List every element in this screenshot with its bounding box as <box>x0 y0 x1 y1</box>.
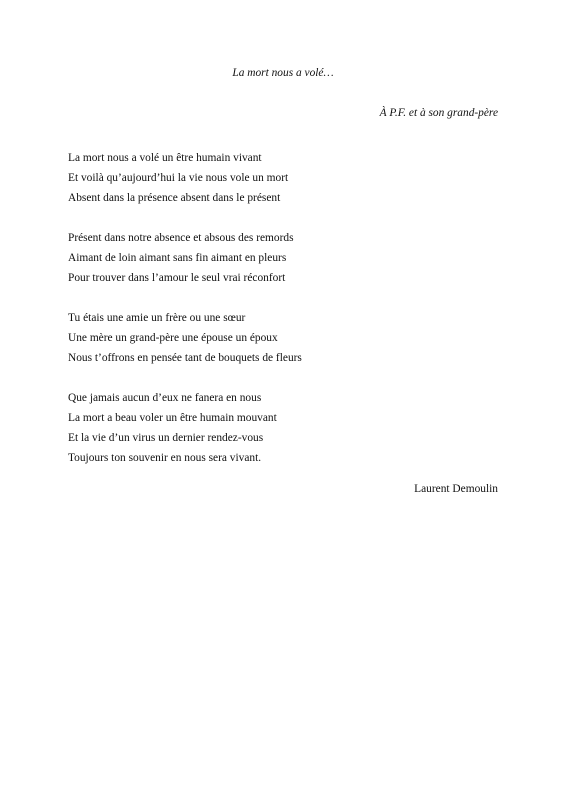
poem-line: Et la vie d’un virus un dernier rendez-vous <box>68 432 264 444</box>
poem-title: La mort nous a volé… <box>232 67 334 79</box>
poem-line: Nous t’offrons en pensée tant de bouquets de fleurs <box>68 352 302 364</box>
poem-line: Et voilà qu’aujourd’hui la vie nous vole un mort <box>68 172 289 184</box>
poem-line: Aimant de loin aimant sans fin aimant en pleurs <box>68 252 287 264</box>
poem-line: Absent dans la présence absent dans le présent <box>68 192 281 204</box>
poem-line: La mort a beau voler un être humain mouvant <box>68 412 277 424</box>
author-signature: Laurent Demoulin <box>414 483 498 495</box>
poem-line: Toujours ton souvenir en nous sera vivant. <box>68 452 262 464</box>
poem-line: Présent dans notre absence et absous des remords <box>68 232 294 244</box>
stanza-3 <box>68 308 488 368</box>
poem-line: Une mère un grand-père une épouse un époux <box>68 332 278 344</box>
stanza-4 <box>68 388 488 468</box>
poem-line: Que jamais aucun d’eux ne fanera en nous <box>68 392 262 404</box>
dedication: À P.F. et à son grand-père <box>379 107 498 119</box>
stanza-1 <box>68 148 488 208</box>
poem-line: Tu étais une amie un frère ou une sœur <box>68 312 246 324</box>
poem-body <box>68 148 488 488</box>
stanza-2 <box>68 228 488 288</box>
poem-line: Pour trouver dans l’amour le seul vrai réconfort <box>68 272 286 284</box>
poem-line: La mort nous a volé un être humain vivant <box>68 152 262 164</box>
